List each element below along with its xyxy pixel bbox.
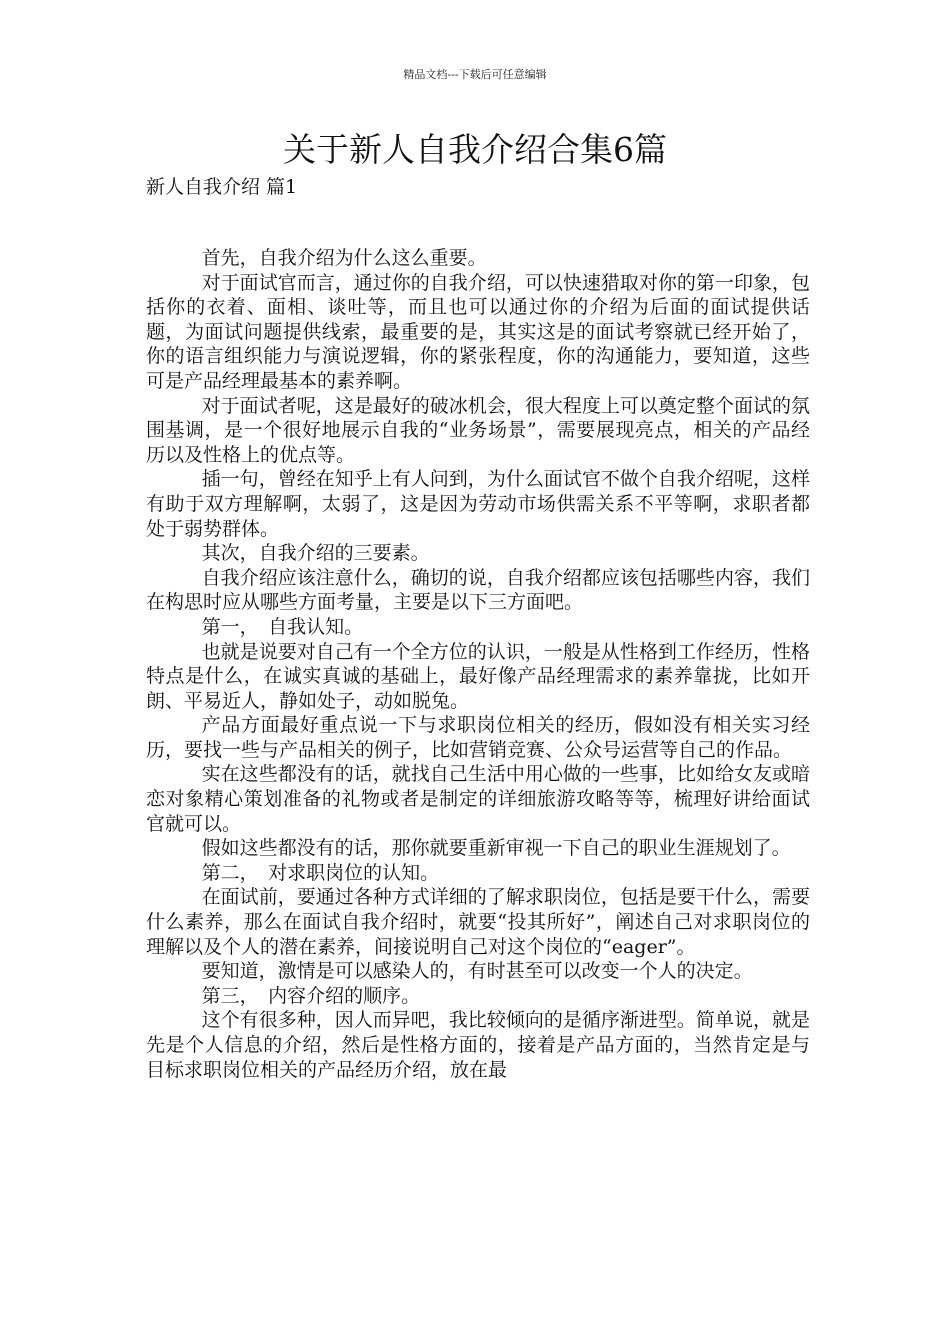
paragraph: 首先，自我介绍为什么这么重要。 — [201, 247, 487, 269]
paragraph: 要知道，激情是可以感染人的，有时甚至可以改变一个人的决定。 — [201, 960, 753, 983]
paragraph: 第二， 对求职岗位的认知。 — [201, 861, 440, 884]
paragraph: 插一句，曾经在知乎上有人问到，为什么面试官不做个自我介绍呢，这样有助于双方理解啊，太弱了，这是因为劳动市场供需关系不平等啊，求职者都处于弱势群体。 — [146, 468, 810, 540]
paragraph: 对于面试官而言，通过你的自我介绍，可以快速猎取对你的第一印象，包括你的衣着、面相、谈吐等，而且也可以通过你的介绍为后面的面试提供话题，为面试问题提供线索，最重要的是，其实这是的面试考察就已经开始了，你的语言组织能力与演说逻辑，你的紧张程度，你的沟通能力，要知道，这些可是产品经理最基本的素养啊。 — [146, 271, 810, 392]
paragraph: 在面试前，要通过各种方式详细的了解求职岗位，包括是要干什么，需要什么素养，那么在面试自我介绍时，就要“投其所好”，阐述自己对求职岗位的理解以及个人的潜在素养，间接说明自己对这个岗位的“eager”。 — [146, 886, 810, 958]
paragraph: 对于面试者呢，这是最好的破冰机会，很大程度上可以奠定整个面试的氛围基调，是一个很好地展示自我的“业务场景”，需要展现亮点，相关的产品经历以及性格上的优点等。 — [146, 394, 810, 466]
paragraph: 自我介绍应该注意什么，确切的说，自我介绍都应该包括哪些内容，我们在构思时应从哪些方面考量，主要是以下三方面吧。 — [146, 566, 810, 614]
body-text — [146, 246, 810, 1082]
paragraph: 产品方面最好重点说一下与求职岗位相关的经历，假如没有相关实习经历，要找一些与产品相关的例子，比如营销竞赛、公众号运营等自己的作品。 — [146, 714, 810, 761]
paragraph: 假如这些都没有的话，那你就要重新审视一下自己的职业生涯规划了。 — [201, 837, 791, 860]
page-header: 精品文档---下载后可任意编辑 — [403, 68, 547, 81]
paragraph: 实在这些都没有的话，就找自己生活中用心做的一些事，比如给女友或暗恋对象精心策划准备的礼物或者是制定的详细旅游攻略等等，梳理好讲给面试官就可以。 — [146, 763, 810, 835]
section-heading: 新人自我介绍 篇1 — [146, 176, 298, 198]
paragraph: 第三， 内容介绍的顺序。 — [201, 984, 421, 1007]
paragraph: 这个有很多种，因人而异吧，我比较倾向的是循序渐进型。简单说，就是先是个人信息的介绍，然后是性格方面的，接着是产品方面的，当然肯定是与目标求职岗位相关的产品经历介绍，放在最 — [146, 1009, 810, 1081]
paragraph: 也就是说要对自己有一个全方位的认识，一般是从性格到工作经历，性格特点是什么，在诚实真诚的基础上，最好像产品经理需求的素养靠拢，比如开朗、平易近人，静如处子，动如脱兔。 — [146, 640, 810, 712]
paragraph: 第一， 自我认知。 — [201, 615, 364, 638]
document-title: 关于新人自我介绍合集6篇 — [283, 130, 667, 169]
paragraph: 其次，自我介绍的三要素。 — [201, 542, 430, 565]
